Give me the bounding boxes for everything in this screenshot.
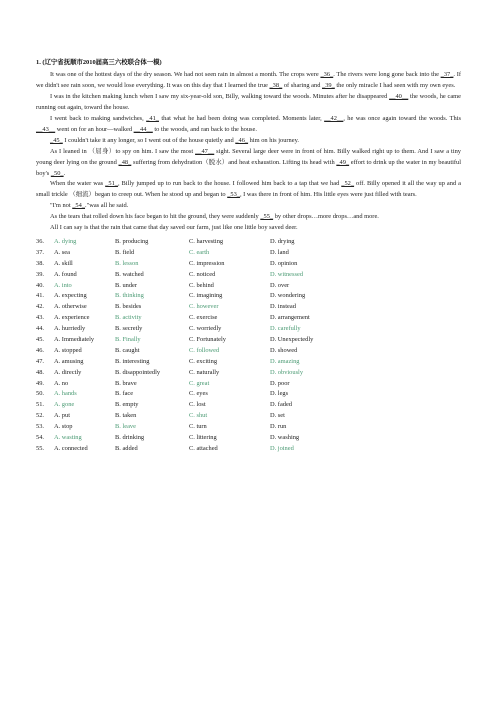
- question-number: 37.: [36, 248, 44, 256]
- option-row: [36, 302, 461, 313]
- option-answer-a: A. wasting: [54, 434, 82, 442]
- option-answer-d: D. joined: [270, 444, 294, 452]
- passage-text: I couldn't take it any longer, so I went out of the house quietly and: [62, 136, 236, 144]
- blank-number: __47__: [195, 147, 215, 155]
- passage-paragraph: [36, 212, 461, 223]
- option-choice-c: C. Fortunately: [189, 336, 226, 344]
- option-answer-d: D. amazing: [270, 357, 300, 365]
- passage-text: sight. Several large deer were in front of him. Billy walked right up to them. And I saw a tiny young deer lying on the ground: [36, 147, 461, 166]
- passage-text: . If we didn't see rain soon, we would lose everything. It was on this day that I learned the true: [36, 71, 461, 90]
- option-choice-d: D. poor: [270, 379, 290, 387]
- blank-number: _36_: [320, 71, 334, 79]
- option-row: [36, 335, 461, 346]
- option-answer-d: D. witnessed: [270, 270, 304, 278]
- option-row: [36, 281, 461, 292]
- blank-number: _39_: [322, 82, 335, 90]
- question-number: 52.: [36, 412, 44, 420]
- option-choice-c: C. littering: [189, 434, 217, 442]
- question-number: 48.: [36, 368, 44, 376]
- passage-paragraph: [36, 70, 461, 92]
- question-number: 46.: [36, 346, 44, 354]
- option-choice-b: B. brave: [115, 379, 137, 387]
- passage-text: . The rivers were long gone back into the: [333, 71, 441, 79]
- passage-text: As the tears that rolled down his face began to hit the ground, they were suddenly: [50, 213, 261, 221]
- option-answer-a: A. into: [54, 281, 72, 289]
- passage-text: , I was there in front of him. His little eyes were just filled with tears.: [239, 191, 417, 199]
- blank-number: _50_: [50, 169, 64, 177]
- passage-text: All I can say is that the rain that came that day saved our farm, just like one little boy saved deer.: [50, 224, 298, 232]
- option-choice-a: A. Immediately: [54, 336, 95, 344]
- option-choice-a: A. hurriedly: [54, 325, 86, 333]
- option-choice-c: C. noticed: [189, 270, 216, 278]
- option-choice-c: C. exercise: [189, 314, 218, 322]
- question-number: 45.: [36, 336, 44, 344]
- blank-number: _55_: [260, 213, 274, 221]
- option-choice-a: A. put: [54, 412, 70, 420]
- question-number: 41.: [36, 292, 44, 300]
- option-row: [36, 368, 461, 379]
- passage-text: , he was once again toward the woods. This: [343, 115, 461, 123]
- option-row: [36, 400, 461, 411]
- option-choice-a: A. otherwise: [54, 303, 87, 311]
- option-choice-c: C. lost: [189, 401, 206, 409]
- blank-number: __43__: [36, 125, 56, 133]
- option-choice-c: C. worriedly: [189, 325, 222, 333]
- option-choice-c: C. eyes: [189, 390, 208, 398]
- option-answer-a: A. gone: [54, 401, 75, 409]
- option-choice-d: D. washing: [270, 434, 300, 442]
- option-choice-a: A. experience: [54, 314, 90, 322]
- option-choice-d: D. showed: [270, 346, 298, 354]
- option-choice-a: A. amusing: [54, 357, 84, 365]
- option-choice-d: D. legs: [270, 390, 289, 398]
- option-choice-d: D. land: [270, 248, 289, 256]
- option-choice-b: B. disappointedly: [115, 368, 161, 376]
- question-number: 50.: [36, 390, 44, 398]
- blank-number: __40__: [389, 93, 409, 101]
- blank-number: _41_: [146, 115, 159, 123]
- option-choice-a: A. skill: [54, 259, 73, 267]
- passage-text: the only miracle I had seen with my own eyes.: [334, 82, 456, 90]
- option-choice-b: B. field: [115, 248, 135, 256]
- option-choice-b: B. added: [115, 444, 138, 452]
- option-answer-a: A. hands: [54, 390, 77, 398]
- passage-paragraph: [36, 136, 461, 147]
- blank-number: _54_: [72, 202, 86, 210]
- option-choice-d: D. wondering: [270, 292, 306, 300]
- option-choice-c: C. behind: [189, 281, 214, 289]
- option-choice-b: B. empty: [115, 401, 139, 409]
- passage-text: ."was all he said.: [85, 202, 129, 210]
- question-number: 43.: [36, 314, 44, 322]
- passage-text: that what he had been doing was completed. Moments later,: [158, 115, 325, 123]
- option-answer-c: C. shut: [189, 412, 208, 420]
- option-choice-d: D. instead: [270, 303, 296, 311]
- option-choice-d: D. arrangement: [270, 314, 310, 322]
- document-page: [36, 58, 461, 455]
- question-number: 40.: [36, 281, 44, 289]
- question-number: 54.: [36, 434, 44, 442]
- blank-number: _53_: [227, 191, 240, 199]
- option-answer-b: B. Finally: [115, 336, 141, 344]
- option-choice-b: B. producing: [115, 238, 149, 245]
- option-answer-b: B. leave: [115, 423, 136, 431]
- passage-paragraph: [36, 179, 461, 201]
- option-row: [36, 259, 461, 270]
- option-choice-c: C. attached: [189, 444, 218, 452]
- option-choice-b: B. secretly: [115, 325, 143, 333]
- option-answer-c: C. great: [189, 379, 210, 387]
- option-row: [36, 357, 461, 368]
- passage-text: It was one of the hottest days of the dry season. We had not seen rain in almost a month. The crops were: [50, 71, 321, 79]
- option-choice-c: C. naturally: [189, 368, 220, 376]
- option-row: [36, 346, 461, 357]
- option-choice-b: B. taken: [115, 412, 137, 420]
- option-choice-b: B. face: [115, 390, 134, 398]
- option-answer-b: B. thinking: [115, 292, 144, 300]
- blank-number: _37_: [440, 71, 454, 79]
- option-row: [36, 444, 461, 455]
- blank-number: _49_: [336, 158, 350, 166]
- question-number: 36.: [36, 238, 44, 245]
- option-choice-a: A. directly: [54, 368, 82, 376]
- option-row: [36, 389, 461, 400]
- option-choice-c: C. exciting: [189, 357, 218, 365]
- option-answer-c: C. however: [189, 303, 219, 311]
- passage-text: When the water was: [50, 180, 106, 188]
- blank-number: _48_: [118, 158, 132, 166]
- question-number: 55.: [36, 444, 44, 452]
- option-choice-b: B. caught: [115, 346, 140, 354]
- question-number: 44.: [36, 325, 44, 333]
- passage-text: to the woods, and ran back to the house.: [152, 125, 257, 133]
- blank-number: _52_: [341, 180, 355, 188]
- option-choice-a: A. stopped: [54, 346, 82, 354]
- passage-text: the woods, he came running out again, toward the house.: [36, 93, 461, 112]
- passage-paragraph: [36, 147, 461, 180]
- passage-text: I was in the kitchen making lunch when I saw my six-year-old son, Billy, walking toward the woods. Minutes after he disappeared: [50, 93, 390, 101]
- passage-text: suffering from dehydration（脱水）and heat exhaustion. Lifting its head with: [131, 158, 337, 166]
- option-row: [36, 248, 461, 259]
- blank-number: __42__: [324, 115, 344, 123]
- question-number: 53.: [36, 423, 44, 431]
- option-row: [36, 379, 461, 390]
- passage-text: him on his journey.: [248, 136, 299, 144]
- passage-text: off. Billy opened it all the way up and a small trickle （细流）began to creep out. When he stood up and began to: [36, 180, 461, 199]
- option-choice-d: D. run: [270, 423, 287, 431]
- blank-number: __44__: [133, 125, 153, 133]
- option-choice-d: D. Unexpectedly: [270, 336, 314, 344]
- option-answer-c: C. earth: [189, 248, 210, 256]
- option-row: [36, 433, 461, 444]
- options-list: [36, 237, 461, 455]
- question-number: 39.: [36, 270, 44, 278]
- option-choice-b: B. drinking: [115, 434, 145, 442]
- passage-text: As I leaned in （屈身）to spy on him. I saw the most: [50, 147, 196, 155]
- blank-number: _46_: [235, 136, 249, 144]
- passage-text: , Billy jumped up to run back to the house. I followed him back to a tap that we had: [117, 180, 342, 188]
- option-row: [36, 270, 461, 281]
- option-choice-c: C. turn: [189, 423, 207, 431]
- option-choice-a: A. found: [54, 270, 77, 278]
- question-number: 38.: [36, 259, 44, 267]
- question-number: 47.: [36, 357, 44, 365]
- option-answer-c: C. followed: [189, 346, 220, 354]
- option-choice-d: D. drying: [270, 238, 295, 245]
- option-choice-b: B. interesting: [115, 357, 150, 365]
- cloze-passage: [36, 70, 461, 234]
- passage-text: .: [63, 169, 66, 177]
- passage-text: went on for an hour—walked: [55, 125, 134, 133]
- option-row: [36, 291, 461, 302]
- option-choice-c: C. imagining: [189, 292, 223, 300]
- option-choice-d: D. opinion: [270, 259, 298, 267]
- option-answer-b: B. lesson: [115, 259, 139, 267]
- option-answer-d: D. carefully: [270, 325, 301, 333]
- passage-text: effort to drink up the water in my beautiful boy's: [36, 158, 462, 177]
- passage-paragraph: [36, 201, 461, 212]
- passage-paragraph: [36, 114, 461, 136]
- question-title: 1. (辽宁省抚顺市2010届高三六校联合体一模): [36, 59, 162, 66]
- option-choice-a: A. no: [54, 379, 69, 387]
- option-row: [36, 422, 461, 433]
- passage-paragraph: [36, 223, 461, 234]
- blank-number: _45_: [50, 136, 63, 144]
- option-choice-a: A. connected: [54, 444, 88, 452]
- option-choice-b: B. under: [115, 281, 138, 289]
- question-number: 51.: [36, 401, 44, 409]
- passage-text: of sharing and: [282, 82, 323, 90]
- passage-text: by other drops…more drops…and more.: [273, 213, 379, 221]
- option-choice-c: C. impression: [189, 259, 225, 267]
- option-choice-d: D. over: [270, 281, 290, 289]
- passage-paragraph: [36, 92, 461, 114]
- option-choice-d: D. faded: [270, 401, 293, 409]
- option-row: [36, 313, 461, 324]
- option-choice-d: D. set: [270, 412, 285, 420]
- option-choice-a: A. sea: [54, 248, 70, 256]
- question-number: 42.: [36, 303, 44, 311]
- option-answer-a: A. dying: [54, 238, 77, 245]
- passage-text: "I'm not: [50, 202, 73, 210]
- option-answer-d: D. obviously: [270, 368, 304, 376]
- option-choice-c: C. harvesting: [189, 238, 224, 245]
- option-choice-b: B. besides: [115, 303, 142, 311]
- question-number: 49.: [36, 379, 44, 387]
- option-choice-a: A. stop: [54, 423, 73, 431]
- option-row: [36, 411, 461, 422]
- blank-number: _51_: [105, 180, 118, 188]
- option-row: [36, 237, 461, 248]
- option-answer-b: B. activity: [115, 314, 142, 322]
- option-choice-a: A. expecting: [54, 292, 87, 300]
- blank-number: _38_: [269, 82, 283, 90]
- option-choice-b: B. watched: [115, 270, 144, 278]
- option-row: [36, 324, 461, 335]
- passage-text: I went back to making sandwiches,: [50, 115, 147, 123]
